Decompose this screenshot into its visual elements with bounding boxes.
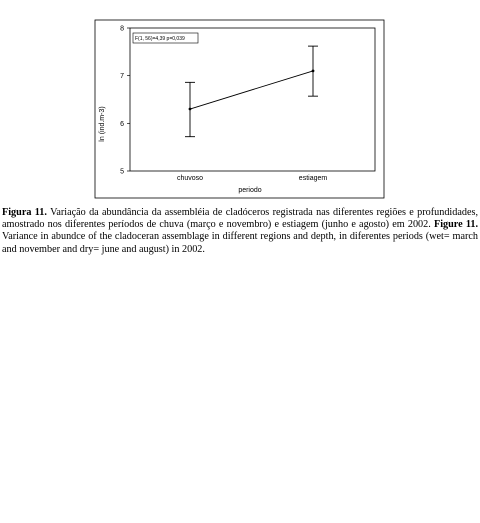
y-tick-label: 7 (120, 73, 124, 81)
y-axis (120, 26, 130, 176)
legend-text: F(1, 56)=4,39 p=0,039 (135, 36, 185, 42)
caption-label-en: Figure 11. (433, 219, 478, 231)
data-point (189, 108, 192, 111)
x-tick-label: estiagem (298, 175, 328, 182)
x-axis (177, 175, 327, 182)
y-tick-label: 5 (120, 168, 124, 176)
caption-text-pt: Variação da abundância da assembléia de cladóceros registrada nas diferentes regiões e profundidades, amostrado nos diferentes períodos de chuva (março e novembro) e estiagem (junho e agosto) em 2002. (2, 207, 478, 231)
caption-label-pt: Figura 11. (2, 207, 47, 218)
y-tick-label: 6 (120, 120, 124, 128)
caption-text-en: Variance in abundce of the cladoceran assemblage in different regions and depth, in diferentes periods (wet= march and november and dry= june and august) in 2002. (2, 231, 478, 255)
figure-panel (0, 0, 480, 205)
series-line (190, 71, 313, 109)
plot-area (130, 28, 375, 171)
y-axis-title: ln (ind.m-3) (99, 106, 106, 142)
x-tick-label: chuvoso (176, 175, 204, 182)
figure-caption (2, 207, 478, 256)
chart (0, 0, 480, 205)
data-point (312, 70, 315, 73)
chart-marks (185, 46, 318, 137)
y-tick-label: 8 (120, 25, 124, 33)
x-axis-title: periodo (238, 187, 262, 194)
